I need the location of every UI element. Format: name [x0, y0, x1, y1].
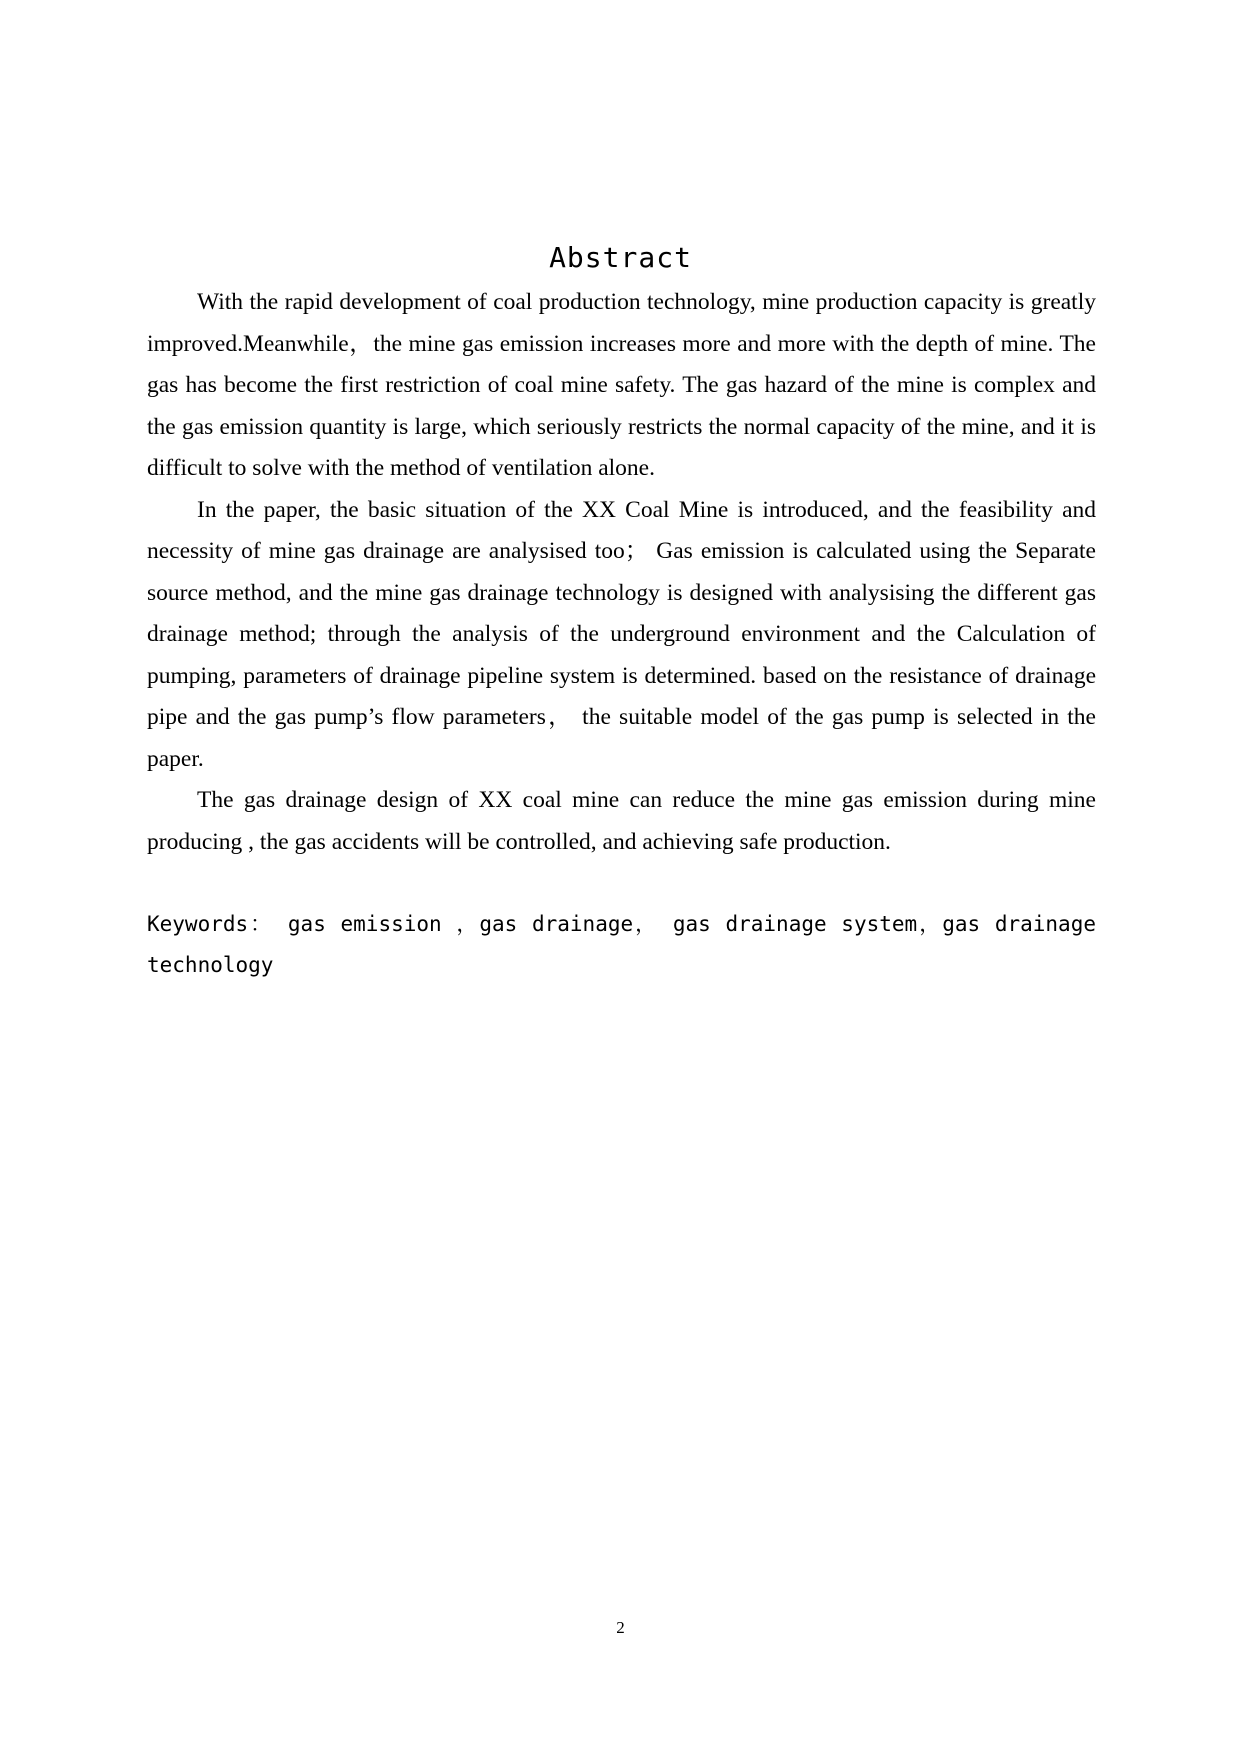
keywords-section: [147, 904, 1096, 986]
abstract-paragraph-2: In the paper, the basic situation of the XX Coal Mine is introduced, and the feasibility and necessity of mine gas drainage are analysised too； Gas emission is calculated using the Separate source method, and the mine gas drainage technology is designed with analysising the different gas drainage method; through the analysis of the underground environment and the Calculation of pumping, parameters of drainage pipeline system is determined. based on the resistance of drainage pipe and the gas pump’s flow parameters， the suitable model of the gas pump is selected in the paper.: [147, 496, 1096, 772]
page-number: 2: [616, 1618, 625, 1637]
abstract-paragraph-1: With the rapid development of coal production technology, mine production capacity is greatly improved.Meanwhile，the mine gas emission increases more and more with the depth of mine. The gas has become the first restriction of coal mine safety. The gas hazard of the mine is complex and the gas emission quantity is large, which seriously restricts the normal capacity of the mine, and it is difficult to solve with the method of ventilation alone.: [147, 289, 1096, 481]
keywords-list: gas emission ，gas drainage， gas drainage system，gas drainage technology: [147, 912, 1096, 977]
abstract-body: [147, 282, 1096, 863]
abstract-paragraph-3: The gas drainage design of XX coal mine can reduce the mine gas emission during mine producing , the gas accidents will be controlled, and achieving safe production.: [147, 787, 1096, 855]
abstract-title: Abstract: [549, 241, 692, 274]
keywords-label: Keywords：: [147, 912, 274, 936]
